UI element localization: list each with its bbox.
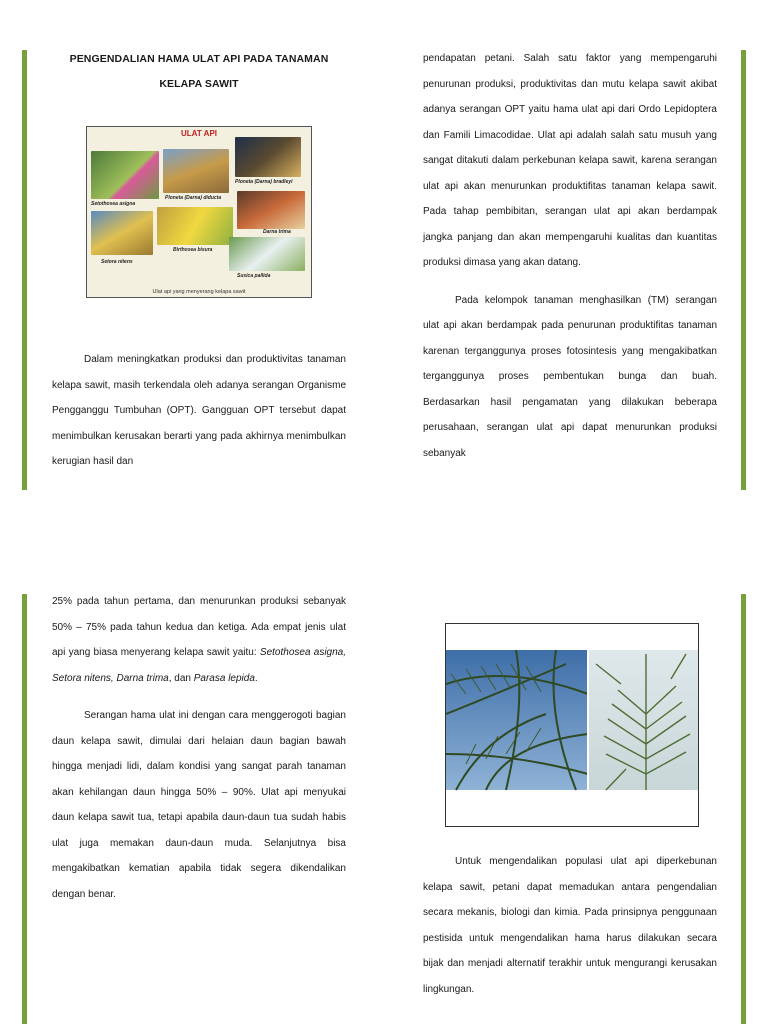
paragraph: pendapatan petani. Salah satu faktor yang mempengaruhi penurunan produksi, produktivitas dan mutu kelapa sawit akibat adanya serangan OPT yaitu hama ulat api dari Ordo Lepidoptera dan Famili Limacodidae. Ulat api adalah salah satu musuh yang sangat ditakuti dalam perkebunan kelapa sawit, karena serangan ulat api akan menurunkan produktifitas tanaman kelapa sawit. Pada tahap pembibitan, serangan ulat api akan berdampak jangka panjang dan akan mempengaruhi kualitas dan kuantitas produksi dimasa yang akan datang. — [423, 53, 717, 268]
right-border-bar — [741, 594, 746, 1024]
caterpillar-figure — [86, 126, 312, 298]
left-border-bar — [22, 594, 27, 1024]
page-3 — [52, 589, 346, 907]
paragraph-text: 25% pada tahun pertama, dan menurunkan produksi sebanyak 50% – 75% pada tahun kedua dan ketiga. Ada empat jenis ulat api yang biasa menyerang kelapa sawit yaitu: — [52, 596, 346, 658]
paragraph-text: , dan — [168, 672, 191, 684]
species-label: Darna trima — [263, 229, 291, 235]
paragraph: Pada kelompok tanaman menghasilkan (TM) serangan ulat api akan berdampak pada penurunan produktifitas tanaman karenan terganggunya proses fotosintesis yang mengakibatkan terganggunya proses pembentukan bunga dan buah. Berdasarkan hasil pengamatan yang dilakukan beberapa perusahaan, serangan ulat api dapat menurunkan produksi sebanyak — [423, 294, 717, 459]
page-title — [52, 47, 346, 97]
caterpillar-photo — [91, 151, 159, 199]
caterpillar-photo — [91, 211, 153, 255]
caterpillar-photo — [229, 237, 305, 271]
species-list: Setothosea asigna, Setora nitens, Darna trima — [52, 647, 347, 684]
species-label: Setothosea asigna — [91, 201, 136, 207]
page-2 — [423, 46, 717, 466]
page-1-body — [52, 347, 346, 475]
species-label: Setora nitens — [101, 259, 133, 265]
right-border-bar — [741, 50, 746, 490]
species-label: Susica pallida — [237, 273, 271, 279]
page-1 — [52, 47, 346, 97]
title-line-1: PENGENDALIAN HAMA ULAT API PADA TANAMAN — [69, 53, 329, 65]
figure-caption: Ulat api yang menyerang kelapa sawit — [152, 289, 246, 295]
species-name: Parasa lepida — [193, 672, 255, 684]
paragraph: Untuk mengendalikan populasi ulat api diperkebunan kelapa sawit, petani dapat memadukan antara pengendalian secara mekanis, biologi dan kimia. Pada prinsipnya penggunaan pestisida untuk mengendalikan hama harus dilakukan secara bijak dan menjadi alternatif terakhir untuk mengurangi kerusakan lingkungan. — [423, 856, 717, 995]
palm-damage-photo — [445, 623, 699, 827]
paragraph: Dalam meningkatkan produksi dan produktivitas tanaman kelapa sawit, masih terkendala oleh adanya serangan Organisme Pengganggu Tumbuhan (OPT). Gangguan OPT tersebut dapat menimbulkan kerusakan berarti yang pada akhirnya menimbulkan kerugian hasil dan — [52, 354, 346, 467]
left-border-bar — [22, 50, 27, 490]
paragraph: Serangan hama ulat ini dengan cara menggerogoti bagian daun kelapa sawit, dimulai dari helaian daun bagian bawah hingga menjadi lidi, dalam kondisi yang sangat parah tanaman akan kehilangan daun hingga 50% – 90%. Ulat api menyukai daun kelapa sawit tua, tetapi apabila daun-daun tua sudah habis ulat juga memakan daun-daun muda. Selanjutnya bisa mengakibatkan kematian apabila tidak segera dikendalikan dengan benar. — [52, 710, 346, 900]
palm-leaves-image — [446, 624, 698, 826]
species-label: Ploneta (Darna) bradleyi — [235, 179, 293, 185]
page-4 — [423, 849, 717, 1002]
caterpillar-photo — [157, 207, 233, 245]
species-label: Birthosea bisura — [173, 247, 213, 253]
paragraph — [52, 589, 346, 691]
caterpillar-photo — [237, 191, 305, 229]
title-line-2: KELAPA SAWIT — [159, 78, 239, 90]
figure-heading: ULAT API — [181, 129, 217, 138]
species-label: Ploneta (Darna) diducta — [165, 195, 222, 201]
paragraph-text: . — [254, 672, 258, 684]
caterpillar-photo — [163, 149, 229, 193]
caterpillar-photo — [235, 137, 301, 177]
